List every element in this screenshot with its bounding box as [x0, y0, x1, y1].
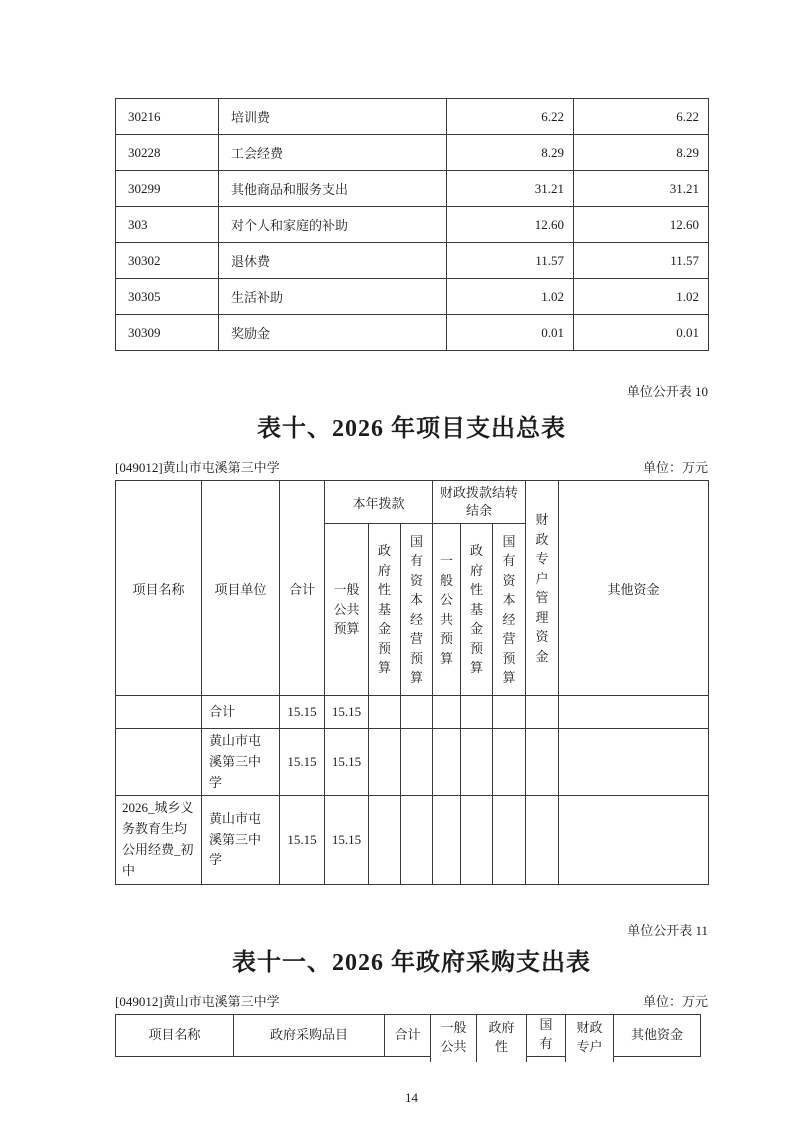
- subject-name: 对个人和家庭的补助: [219, 207, 447, 243]
- header-general-budget: 一般公共预算: [325, 524, 369, 696]
- subject-name: 奖励金: [219, 315, 447, 351]
- page-content: [115, 98, 708, 1106]
- table-row-total: [116, 696, 709, 729]
- amount-cell: 0.01: [447, 315, 574, 351]
- amount-cell: 12.60: [574, 207, 709, 243]
- table-row: [116, 207, 709, 243]
- project-expenditure-table: [115, 480, 709, 885]
- header-general-budget-carryover: 一般公共预算: [433, 524, 461, 696]
- subject-code: 303: [116, 207, 219, 243]
- carryover-label: 财政拨款结转结余: [439, 484, 518, 518]
- header-fiscal-account: 财政专户: [565, 1014, 614, 1062]
- header-state-owned: 国有: [526, 1014, 566, 1057]
- general-budget-cell: 15.15: [325, 729, 369, 796]
- table11-title: 表十一、2026 年政府采购支出表: [232, 949, 591, 976]
- amount-cell: 1.02: [574, 279, 709, 315]
- amount-cell: 12.60: [447, 207, 574, 243]
- header-gov-fund-budget: 政府性基金预算: [369, 524, 401, 696]
- org-code-label: [049012]黄山市屯溪第三中学: [115, 993, 280, 1009]
- org-code-label: [049012]黄山市屯溪第三中学: [115, 460, 280, 475]
- project-name-cell: [116, 729, 202, 796]
- unit-label: 单位：万元: [642, 993, 708, 1009]
- amount-cell: 11.57: [447, 243, 574, 279]
- table-row: [116, 99, 709, 135]
- amount-cell: 31.21: [574, 171, 709, 207]
- header-state-capital-budget: 国有资本经营预算: [401, 524, 433, 696]
- project-unit-cell: 黄山市屯溪第三中学: [202, 796, 280, 884]
- expenditure-continuation-table: [115, 98, 709, 351]
- amount-cell: 1.02: [447, 279, 574, 315]
- table-row: [116, 171, 709, 207]
- subject-name: 其他商品和服务支出: [219, 171, 447, 207]
- header-group-carryover: [433, 481, 526, 524]
- amount-cell: 31.21: [447, 171, 574, 207]
- subject-code: 30299: [116, 171, 219, 207]
- project-unit-cell: 黄山市屯溪第三中学: [202, 729, 280, 796]
- subject-code: 30302: [116, 243, 219, 279]
- public-table-badge-10: 单位公开表 10: [626, 384, 708, 399]
- table11-caption-row: [115, 994, 708, 1010]
- header-group-row: [116, 481, 709, 524]
- subject-code: 30216: [116, 99, 219, 135]
- general-budget-cell: 15.15: [325, 696, 369, 729]
- header-other-funds: 其他资金: [559, 481, 709, 696]
- header-total: 合计: [280, 481, 325, 696]
- subject-name: 培训费: [219, 99, 447, 135]
- public-table-badge-11: 单位公开表 11: [627, 922, 708, 938]
- subject-name: 退休费: [219, 243, 447, 279]
- subject-name: 工会经费: [219, 135, 447, 171]
- fiscal-account-label: 财政专户管理资金: [535, 512, 549, 664]
- subject-code: 30309: [116, 315, 219, 351]
- header-project-name: 项目名称: [116, 481, 202, 696]
- subject-name: 生活补助: [219, 279, 447, 315]
- amount-cell: 0.01: [574, 315, 709, 351]
- header-project-unit: 项目单位: [202, 481, 280, 696]
- project-unit-cell: 合计: [202, 696, 280, 729]
- total-cell: 15.15: [280, 696, 325, 729]
- header-gov-fund-budget-carryover: 政府性基金预算: [461, 524, 493, 696]
- header-state-capital-budget-carryover: 国有资本经营预算: [493, 524, 526, 696]
- header-total: 合计: [384, 1014, 431, 1057]
- amount-cell: 8.29: [447, 135, 574, 171]
- table-row: [116, 243, 709, 279]
- project-name-cell: [116, 696, 202, 729]
- total-cell: 15.15: [280, 729, 325, 796]
- subject-code: 30305: [116, 279, 219, 315]
- table-row-school: [116, 729, 709, 796]
- header-group-current-year: 本年拨款: [325, 481, 433, 524]
- table-row-project: [116, 796, 709, 884]
- table10-title: 表十、2026 年项目支出总表: [257, 416, 566, 442]
- amount-cell: 11.57: [574, 243, 709, 279]
- table-row: [116, 315, 709, 351]
- project-name-cell: 2026_城乡义务教育生均公用经费_初中: [116, 796, 202, 884]
- header-general-public: 一般公共: [430, 1014, 477, 1062]
- unit-label: 单位：万元: [642, 460, 708, 475]
- header-other-funds: 其他资金: [613, 1014, 701, 1057]
- general-budget-cell: 15.15: [325, 796, 369, 884]
- header-gov-fund: 政府性: [476, 1014, 527, 1062]
- table-row: [116, 279, 709, 315]
- header-fiscal-account: [526, 481, 559, 696]
- amount-cell: 6.22: [574, 99, 709, 135]
- amount-cell: 8.29: [574, 135, 709, 171]
- subject-code: 30228: [116, 135, 219, 171]
- amount-cell: 6.22: [447, 99, 574, 135]
- page-number: 14: [405, 1089, 418, 1105]
- total-cell: 15.15: [280, 796, 325, 884]
- table-row: [116, 135, 709, 171]
- header-project-name: 项目名称: [115, 1014, 234, 1057]
- table10-caption-row: [115, 460, 708, 476]
- procurement-table-header: [115, 1014, 708, 1062]
- header-procurement-item: 政府采购品目: [233, 1014, 385, 1057]
